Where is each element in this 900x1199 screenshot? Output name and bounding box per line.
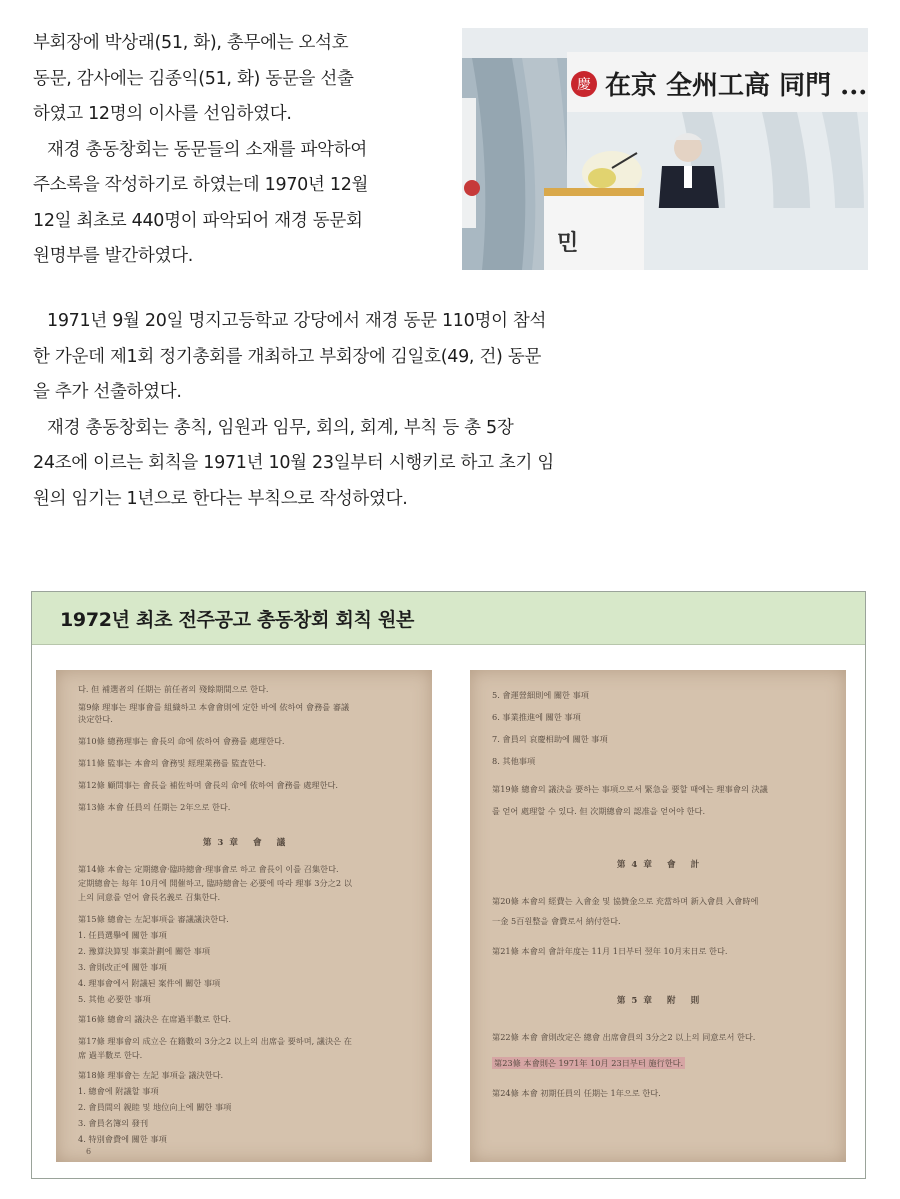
document-figure	[31, 591, 866, 1179]
doc-line: 第20條 本會의 經費는 入會金 및 協贊金으로 充當하며 新入會員 入會時에	[492, 896, 759, 906]
doc-line: 第22條 本會 會則改定은 總會 出席會員의 3分之2 以上의 同意로서 한다.	[492, 1032, 756, 1042]
text-line: 동문, 감사에는 김종익(51, 화) 동문을 선출	[33, 68, 354, 89]
doc-line: 第14條 本會는 定期總會·臨時總會·理事會로 하고 會長이 이를 召集한다.	[78, 864, 339, 874]
doc-line: 4. 特別會費에 關한 事項	[78, 1134, 167, 1144]
doc-line: 決定한다.	[78, 714, 113, 724]
doc-line: 第19條 總會의 議決을 要하는 事項으로서 緊急을 要할 때에는 理事會의 決議	[492, 784, 768, 794]
doc-line: 1. 任員選擧에 關한 事項	[78, 930, 167, 940]
event-photo	[462, 28, 868, 270]
doc-line: 5. 其他 必要한 事項	[78, 994, 151, 1004]
doc-line: 다. 但 補選者의 任期는 前任者의 殘餘期間으로 한다.	[78, 684, 269, 694]
doc-line: 4. 理事會에서 附議된 案件에 關한 事項	[78, 978, 221, 988]
doc-line: 上의 同意를 얻어 會長名義로 召集한다.	[78, 892, 221, 902]
doc-line: 第13條 本會 任員의 任期는 2年으로 한다.	[78, 802, 231, 812]
doc-line: 第11條 監事는 本會의 會務및 經理業務를 監査한다.	[78, 758, 267, 768]
document-scan-left	[56, 670, 432, 1162]
doc-line: 第16條 總會의 議決은 在席過半數로 한다.	[78, 1014, 232, 1024]
document-scan-right	[470, 670, 846, 1162]
doc-line: 3. 會員名簿의 發刊	[78, 1118, 149, 1128]
svg-text:민: 민	[557, 231, 579, 256]
highlight-mark: 第23條 本會則은 1971年 10月 23日부터 施行한다.	[494, 1058, 684, 1068]
doc-line: 席 過半數로 한다.	[78, 1050, 143, 1060]
doc-chapter-heading: 第3章 會 議	[202, 838, 292, 848]
doc-line: 一金 5百원整을 會費로서 納付한다.	[492, 916, 621, 926]
figure-title: 1972년 최초 전주공고 총동창회 회칙 원본	[32, 592, 865, 645]
body-text-column	[33, 26, 413, 275]
doc-line: 를 얻어 處理할 수 있다. 但 次期總會의 認准을 얻어야 한다.	[492, 806, 706, 816]
doc-chapter-heading: 第4章 會 計	[616, 860, 706, 870]
text-line: 주소록을 작성하기로 하였는데 1970년 12월	[33, 175, 369, 195]
svg-text:在京 全州工高 同門 ...: 在京 全州工高 同門 ...	[605, 71, 868, 101]
doc-line: 第24條 本會 初期任員의 任期는 1年으로 한다.	[492, 1088, 661, 1098]
doc-line: 7. 會員의 哀慶相助에 關한 事項	[492, 734, 608, 744]
doc-line: 第9條 理事는 理事會를 組織하고 本會會則에 定한 바에 依하여 會務를 審議	[78, 702, 350, 712]
doc-line: 第15條 總會는 左記事項을 審議議決한다.	[78, 914, 229, 924]
text-line: 1971년 9월 20일 명지고등학교 강당에서 재경 동문 110명이 참석	[47, 311, 547, 331]
text-line: 24조에 이르는 회칙을 1971년 10월 23일부터 시행키로 하고 초기 임	[33, 453, 555, 473]
doc-chapter-heading: 第5章 附 則	[616, 996, 706, 1006]
text-line: 한 가운데 제1회 정기총회를 개최하고 부회장에 김일호(49, 건) 동문	[33, 346, 542, 367]
doc-line: 1. 總會에 附議할 事項	[78, 1086, 159, 1096]
event-photo-illustration	[462, 28, 868, 270]
doc-line: 第17條 理事會의 成立은 在籍數의 3分之2 以上의 出席을 要하며, 議決은 在	[78, 1036, 352, 1046]
doc-line: 第12條 顧問事는 會長을 補佐하며 會長의 命에 依하여 會務를 處理한다.	[78, 780, 339, 790]
doc-line-highlighted	[492, 1058, 830, 1069]
text-line: 12일 최초로 440명이 파악되어 재경 동문회	[33, 210, 363, 231]
text-line: 재경 총동창회는 동문들의 소재를 파악하여	[47, 139, 367, 160]
doc-line: 2. 豫算決算및 事業計劃에 關한 事項	[78, 946, 211, 956]
text-line: 재경 총동창회는 총칙, 임원과 임무, 회의, 회계, 부칙 등 총 5장	[47, 417, 514, 438]
doc-line: 第21條 本會의 會計年度는 11月 1日부터 翌年 10月末日로 한다.	[492, 946, 728, 956]
doc-line: 2. 會員間의 親睦 및 地位向上에 關한 事項	[78, 1102, 232, 1112]
text-line: 원의 임기는 1년으로 한다는 부칙으로 작성하였다.	[33, 488, 408, 509]
doc-line: 6. 事業推進에 關한 事項	[492, 712, 581, 722]
page-number: 6	[86, 1147, 92, 1156]
doc-line: 5. 會運營細則에 關한 事項	[492, 690, 589, 700]
svg-text:慶: 慶	[577, 77, 591, 93]
text-line: 원명부를 발간하였다.	[33, 246, 193, 266]
text-line: 을 추가 선출하였다.	[33, 382, 182, 402]
doc-line: 定期總會는 每年 10月에 開催하고, 臨時總會는 必要에 따라 理事 3分之2 以	[78, 878, 352, 888]
doc-line: 第10條 總務理事는 會長의 命에 依하여 會務를 處理한다.	[78, 736, 285, 746]
doc-line: 8. 其他事項	[492, 756, 536, 766]
doc-line: 3. 會則改正에 關한 事項	[78, 962, 167, 972]
body-text-full	[33, 304, 613, 517]
text-line: 하였고 12명의 이사를 선임하였다.	[33, 104, 292, 124]
doc-line: 第18條 理事會는 左記 事項을 議決한다.	[78, 1070, 224, 1080]
text-line: 부회장에 박상래(51, 화), 총무에는 오석호	[33, 33, 349, 53]
